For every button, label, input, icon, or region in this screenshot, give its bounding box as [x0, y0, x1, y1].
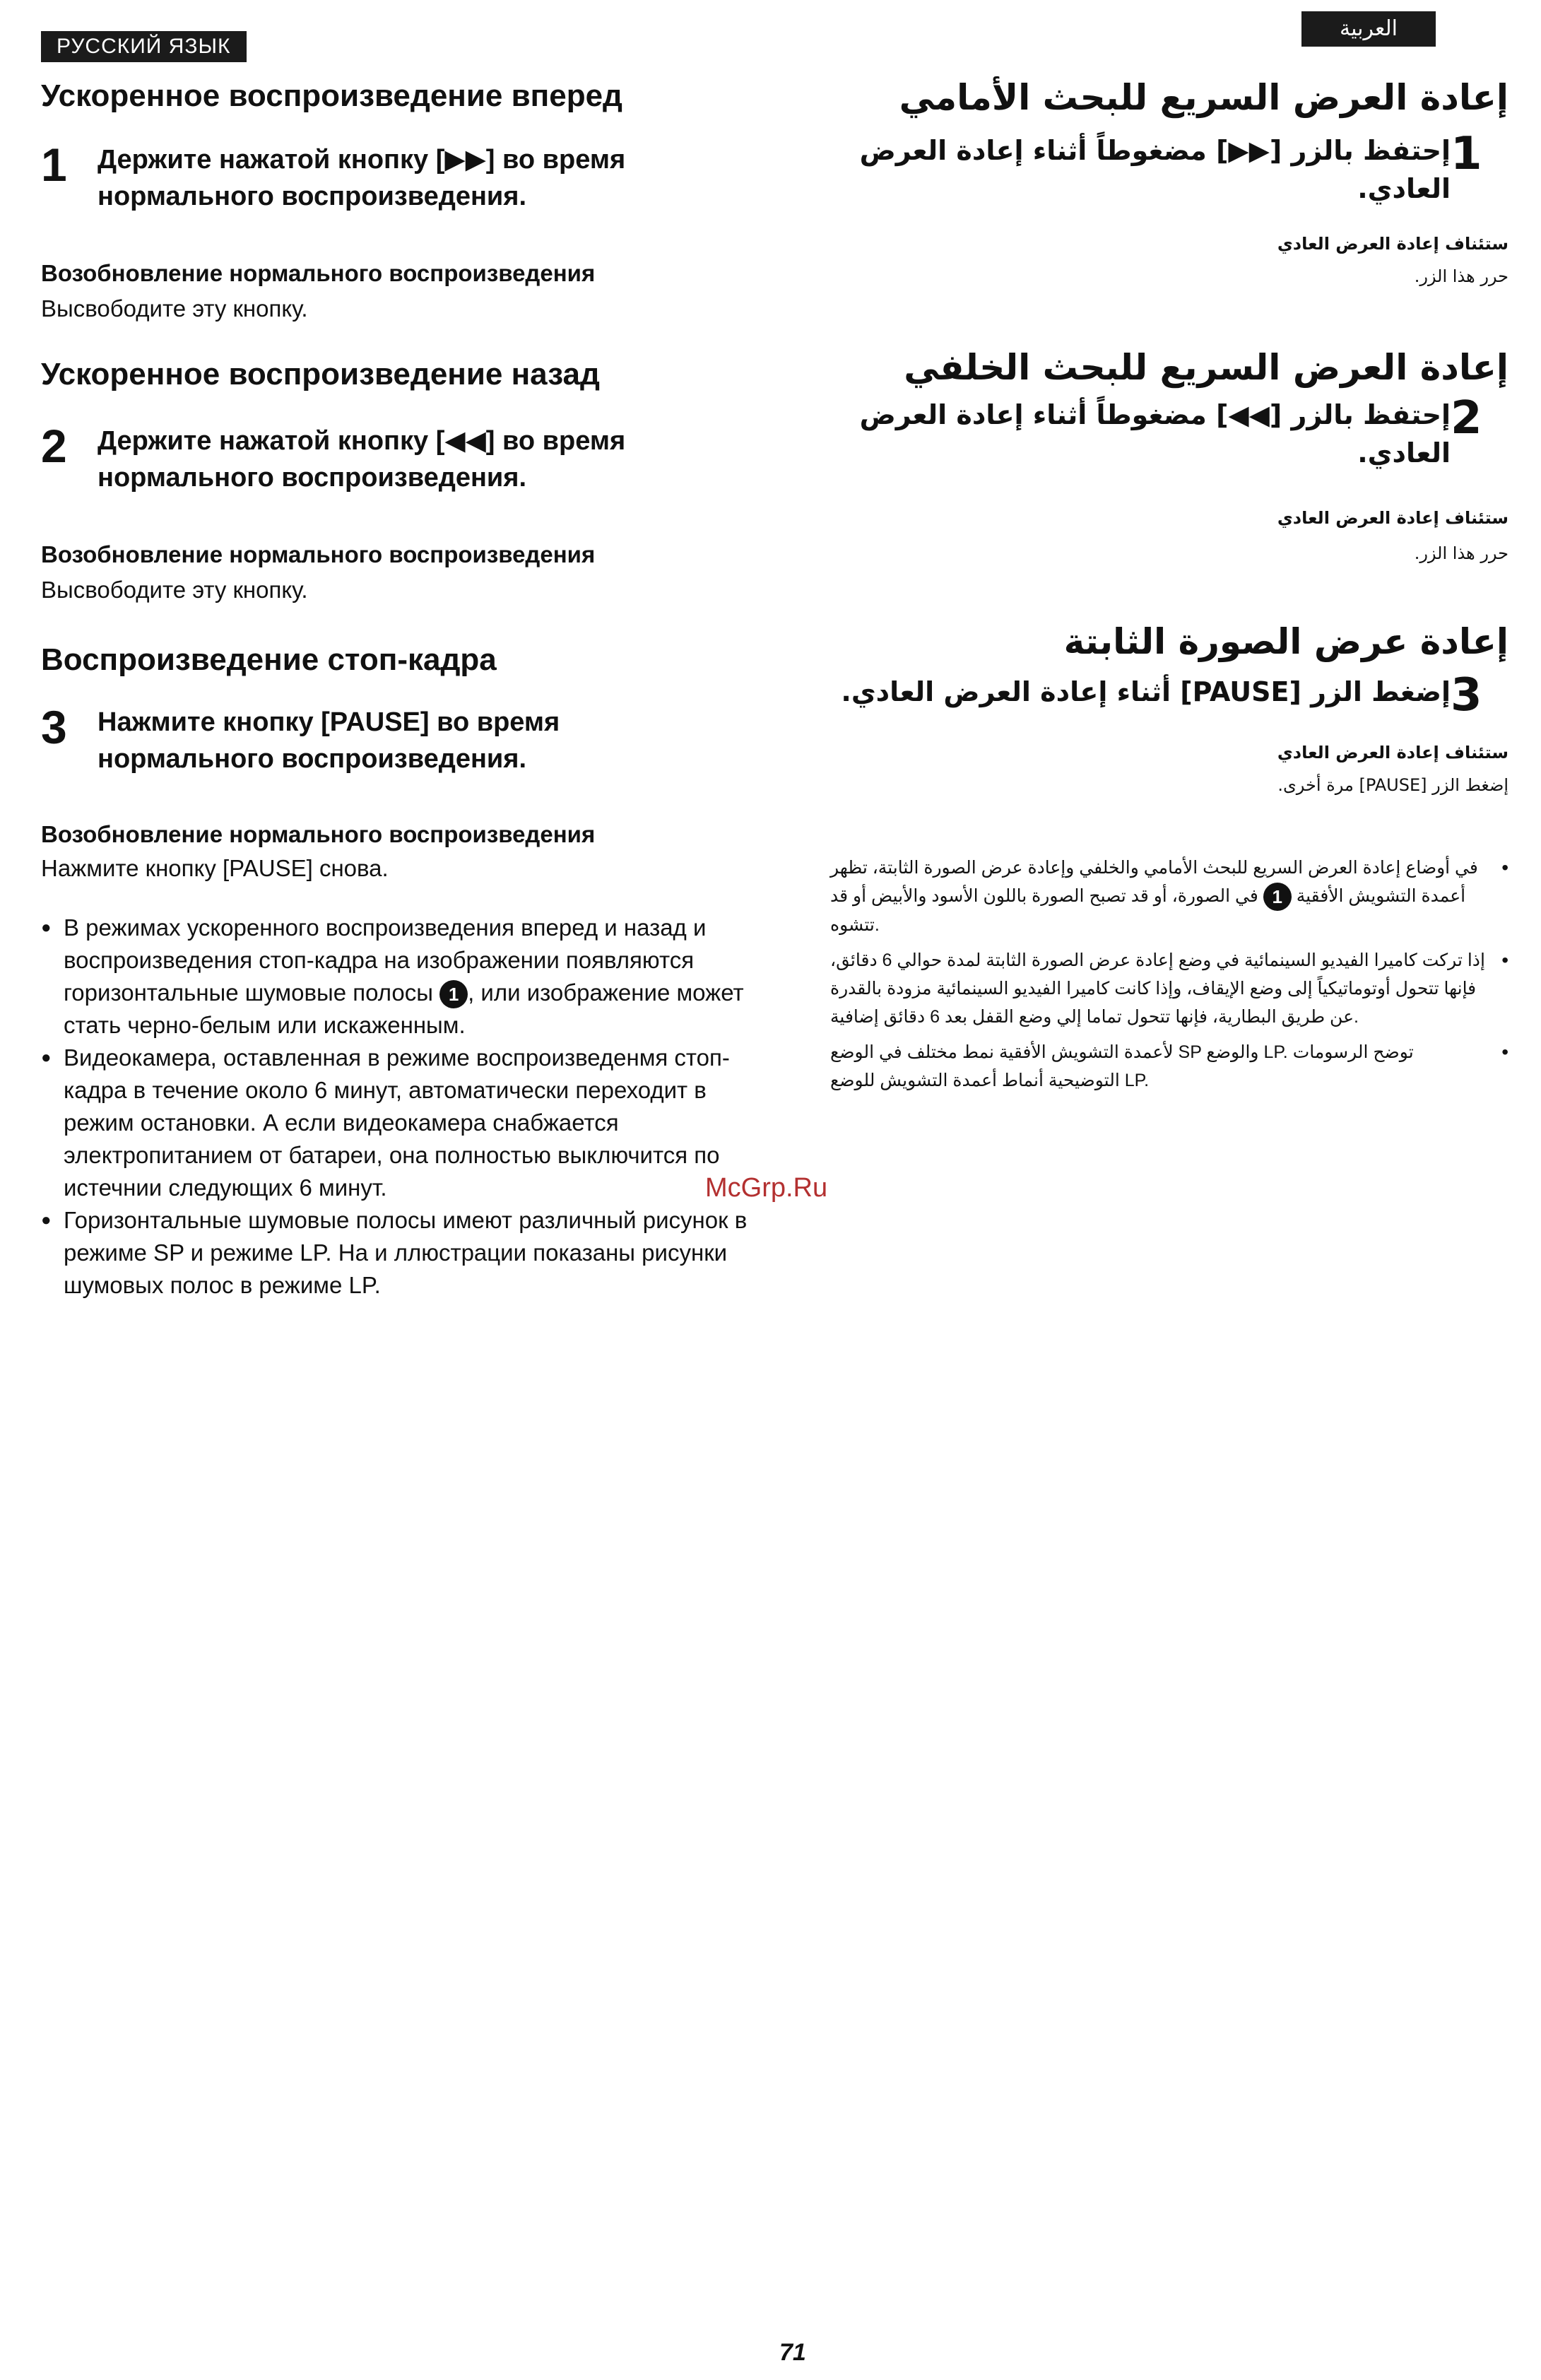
section-title-still: إعادة عرض الصورة الثابتة — [1063, 621, 1508, 662]
resume-text: حرر هذا الزر. — [1414, 266, 1508, 286]
step-text: إضغط الزر [PAUSE] أثناء إعادة العرض العادي. — [841, 676, 1451, 707]
step-2 — [41, 420, 748, 496]
section-title-fast-forward: إعادة العرض السريع للبحث الأمامي — [899, 77, 1508, 118]
resume-heading: Возобновление нормального воспроизведения — [41, 541, 596, 567]
note-item: ● Горизонтальные шумовые полосы имеют различный рисунок в режиме SP и режиме LP. На и ллюстрации показаны рисунки шумовых полос в режиме LP. — [41, 1204, 748, 1302]
step-number: 2 — [41, 420, 67, 472]
resume-heading: ستئناف إعادة العرض العادي — [1277, 508, 1508, 528]
step-3 — [41, 701, 748, 777]
step-3 — [830, 669, 1508, 721]
note-item: ● Видеокамера, оставленная в режиме воспроизведенмя стоп-кадра в течение около 6 минут, автоматически переходит в режим остановки. А если видеокамера снабжается электропитанием от батареи, она полностью выключится по истечнии следующих 6 минут. — [41, 1042, 748, 1204]
resume-text: Высвободите эту кнопку. — [41, 577, 308, 603]
step-text: Нажмите кнопку [PAUSE] во время нормального воспроизведения. — [98, 707, 560, 774]
resume-heading: ستئناف إعادة العرض العادي — [1277, 743, 1508, 762]
step-text: إحتفظ بالزر [◀◀] مضغوطاً أثناء إعادة العرض العادي. — [859, 399, 1451, 469]
step-2 — [830, 392, 1508, 472]
section-title-rewind: Ускоренное воспроизведение назад — [41, 357, 600, 391]
note-item: • لأعمدة التشويش الأفقية نمط مختلف في الوضع SP والوضع LP. توضح الرسومات التوضيحية أنماط أعمدة التشويش للوضع LP. — [830, 1038, 1508, 1095]
note-item: • إذا تركت كاميرا الفيديو السينمائية في وضع إعادة عرض الصورة الثابتة لمدة حوالي 6 دقائق، فإنها تتحول أوتوماتيكياً إلى وضع الإيقاف، وإذا كانت كاميرا الفيديو السينمائية مزودة بالقدرة عن طريق البطارية، فإنها تتحول تماما إلي وضع القفل بعد 6 دقائق إضافية. — [830, 946, 1508, 1031]
watermark: McGrp.Ru — [705, 1173, 828, 1203]
page-number: 71 — [779, 2339, 806, 2366]
language-tab-arabic: العربية — [1301, 11, 1436, 47]
step-text: Держите нажатой кнопку [◀◀] во время нормального воспроизведения. — [98, 426, 626, 493]
language-tab-russian: РУССКИЙ ЯЗЫК — [41, 31, 247, 62]
section-title-still: Воспроизведение стоп-кадра — [41, 642, 497, 677]
section-title-rewind: إعادة العرض السريع للبحث الخلفي — [904, 347, 1508, 388]
note-item: • في أوضاع إعادة العرض السريع للبحث الأمامي والخلفي وإعادة عرض الصورة الثابتة، تظهر أعمدة التشويش الأفقية 1 في الصورة، أو قد تصبح الصورة باللون الأسود والأبيض أو قد تتشوه. — [830, 854, 1508, 939]
notes-list-russian — [41, 912, 748, 1302]
noise-bar-marker-icon: 1 — [1263, 883, 1292, 911]
noise-bar-marker-icon: 1 — [439, 980, 468, 1008]
step-number: 3 — [41, 701, 67, 753]
resume-heading: ستئناف إعادة العرض العادي — [1277, 234, 1508, 254]
step-text: إحتفظ بالزر [▶▶] مضغوطاً أثناء إعادة العرض العادي. — [859, 135, 1451, 204]
resume-text: Высвободите эту кнопку. — [41, 295, 308, 322]
step-number: 1 — [1451, 128, 1482, 180]
resume-text: Нажмите кнопку [PAUSE] снова. — [41, 855, 389, 881]
resume-heading: Возобновление нормального воспроизведения — [41, 821, 596, 847]
notes-list-arabic — [830, 854, 1508, 1102]
resume-text: إضغط الزر [PAUSE] مرة أخرى. — [1277, 775, 1508, 795]
step-number: 2 — [1451, 392, 1482, 444]
step-text: Держите нажатой кнопку [▶▶] во время нормального воспроизведения. — [98, 145, 626, 211]
step-number: 3 — [1451, 669, 1482, 721]
step-number: 1 — [41, 139, 67, 191]
step-1 — [41, 141, 748, 215]
note-item: ● В режимах ускоренного воспроизведения вперед и назад и воспроизведения стоп-кадра на изображении появляются горизонтальные шумовые полосы 1 , или изображение может стать черно-белым или искаженным. — [41, 912, 748, 1042]
resume-text: حرر هذا الزر. — [1414, 543, 1508, 563]
step-1 — [830, 128, 1508, 208]
resume-heading: Возобновление нормального воспроизведения — [41, 260, 596, 286]
section-title-fast-forward: Ускоренное воспроизведение вперед — [41, 78, 622, 113]
